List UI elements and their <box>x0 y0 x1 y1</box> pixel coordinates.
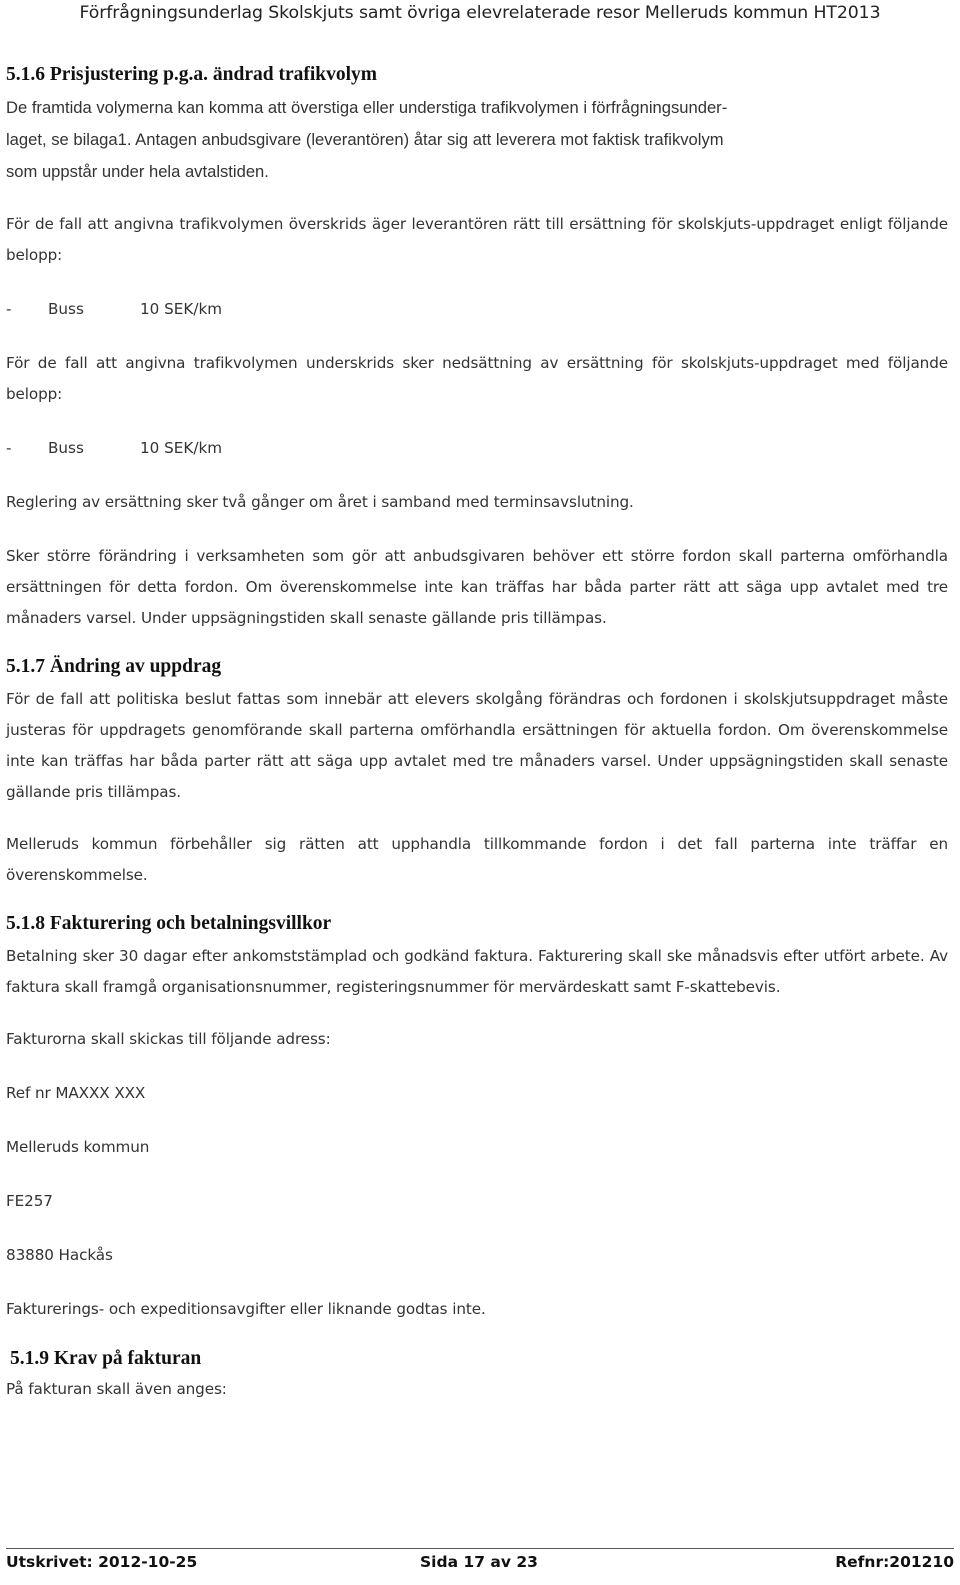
vehicle-type: Buss <box>48 300 84 318</box>
section-516-heading: 5.1.6 Prisjustering p.g.a. ändrad trafikvolym <box>6 64 378 85</box>
document-body <box>6 58 948 1402</box>
overrun-paragraph: För de fall att angivna trafikvolymen överskrids äger leverantören rätt till ersättning för skolskjuts-uppdraget enligt följande belopp: <box>6 215 948 264</box>
regulation-paragraph: Reglering av ersättning sker två gånger om året i samband med terminsavslutning. <box>6 493 634 511</box>
address-city: 83880 Hackås <box>6 1246 113 1264</box>
rate-value: 10 SEK/km <box>140 439 223 457</box>
rate-value: 10 SEK/km <box>140 300 223 318</box>
section-519-heading: 5.1.9 Krav på fakturan <box>10 1348 202 1369</box>
overrun-rate-item <box>6 294 948 325</box>
section-517-paragraph-2: Melleruds kommun förbehåller sig rätten att upphandla tillkommande fordon i det fall parterna inte träffar en överenskommelse. <box>6 835 948 884</box>
page-number: Sida 17 av 23 <box>420 1553 538 1571</box>
address-org: Melleruds kommun <box>6 1138 150 1156</box>
section-516-line-3: som uppstår under hela avtalstiden. <box>6 162 269 181</box>
document-title: Förfrågningsunderlag Skolskjuts samt övriga elevrelaterade resor Melleruds kommun HT2013 <box>79 3 881 23</box>
section-518-paragraph-1: Betalning sker 30 dagar efter ankomststämplad och godkänd faktura. Fakturering skall ske månadsvis efter utfört arbete. Av faktura skall framgå organisationsnummer, registeringsnummer för mervärdeskatt samt F-skattebevis. <box>6 947 948 996</box>
section-517-heading: 5.1.7 Ändring av uppdrag <box>6 656 222 677</box>
change-paragraph: Sker större förändring i verksamheten som gör att anbudsgivaren behöver ett större fordon skall parterna omförhandla ersättningen för detta fordon. Om överenskommelse inte kan träffas har båda parter rätt att säga upp avtalet med tre månaders varsel. Under uppsägningstiden skall senaste gällande pris tillämpas. <box>6 547 948 627</box>
underrun-rate-item <box>6 433 948 464</box>
section-516-line-1: De framtida volymerna kan komma att överstiga eller understiga trafikvolymen i förfrågningsunder- <box>6 98 728 117</box>
page-header <box>6 3 954 23</box>
underrun-paragraph: För de fall att angivna trafikvolymen underskrids sker nedsättning av ersättning för skolskjuts-uppdraget med följande belopp: <box>6 354 948 403</box>
address-ref: Ref nr MAXXX XXX <box>6 1084 146 1102</box>
section-516-line-2: laget, se bilaga1. Antagen anbudsgivare (leverantören) åtar sig att leverera mot faktisk trafikvolym <box>6 130 724 149</box>
address-intro: Fakturorna skall skickas till följande adress: <box>6 1030 331 1048</box>
fees-paragraph: Fakturerings- och expeditionsavgifter eller liknande godtas inte. <box>6 1300 486 1318</box>
printed-date: Utskrivet: 2012-10-25 <box>6 1553 198 1571</box>
reference-number: Refnr:201210 <box>835 1553 954 1571</box>
section-517-paragraph-1: För de fall att politiska beslut fattas som innebär att elevers skolgång förändras och fordonen i skolskjutsuppdraget måste justeras för uppdragets genomförande skall parterna omförhandla ersättningen för aktuella fordon. Om överenskommelse inte kan träffas har båda parter rätt att säga upp avtalet med tre månaders varsel. Under uppsägningstiden skall senaste gällande pris tillämpas. <box>6 690 948 801</box>
list-dash: - <box>6 439 12 457</box>
vehicle-type: Buss <box>48 439 84 457</box>
list-dash: - <box>6 300 12 318</box>
section-519-paragraph-1: På fakturan skall även anges: <box>6 1380 227 1398</box>
address-box: FE257 <box>6 1192 53 1210</box>
section-518-heading: 5.1.8 Fakturering och betalningsvillkor <box>6 913 332 934</box>
page-footer <box>6 1548 954 1583</box>
